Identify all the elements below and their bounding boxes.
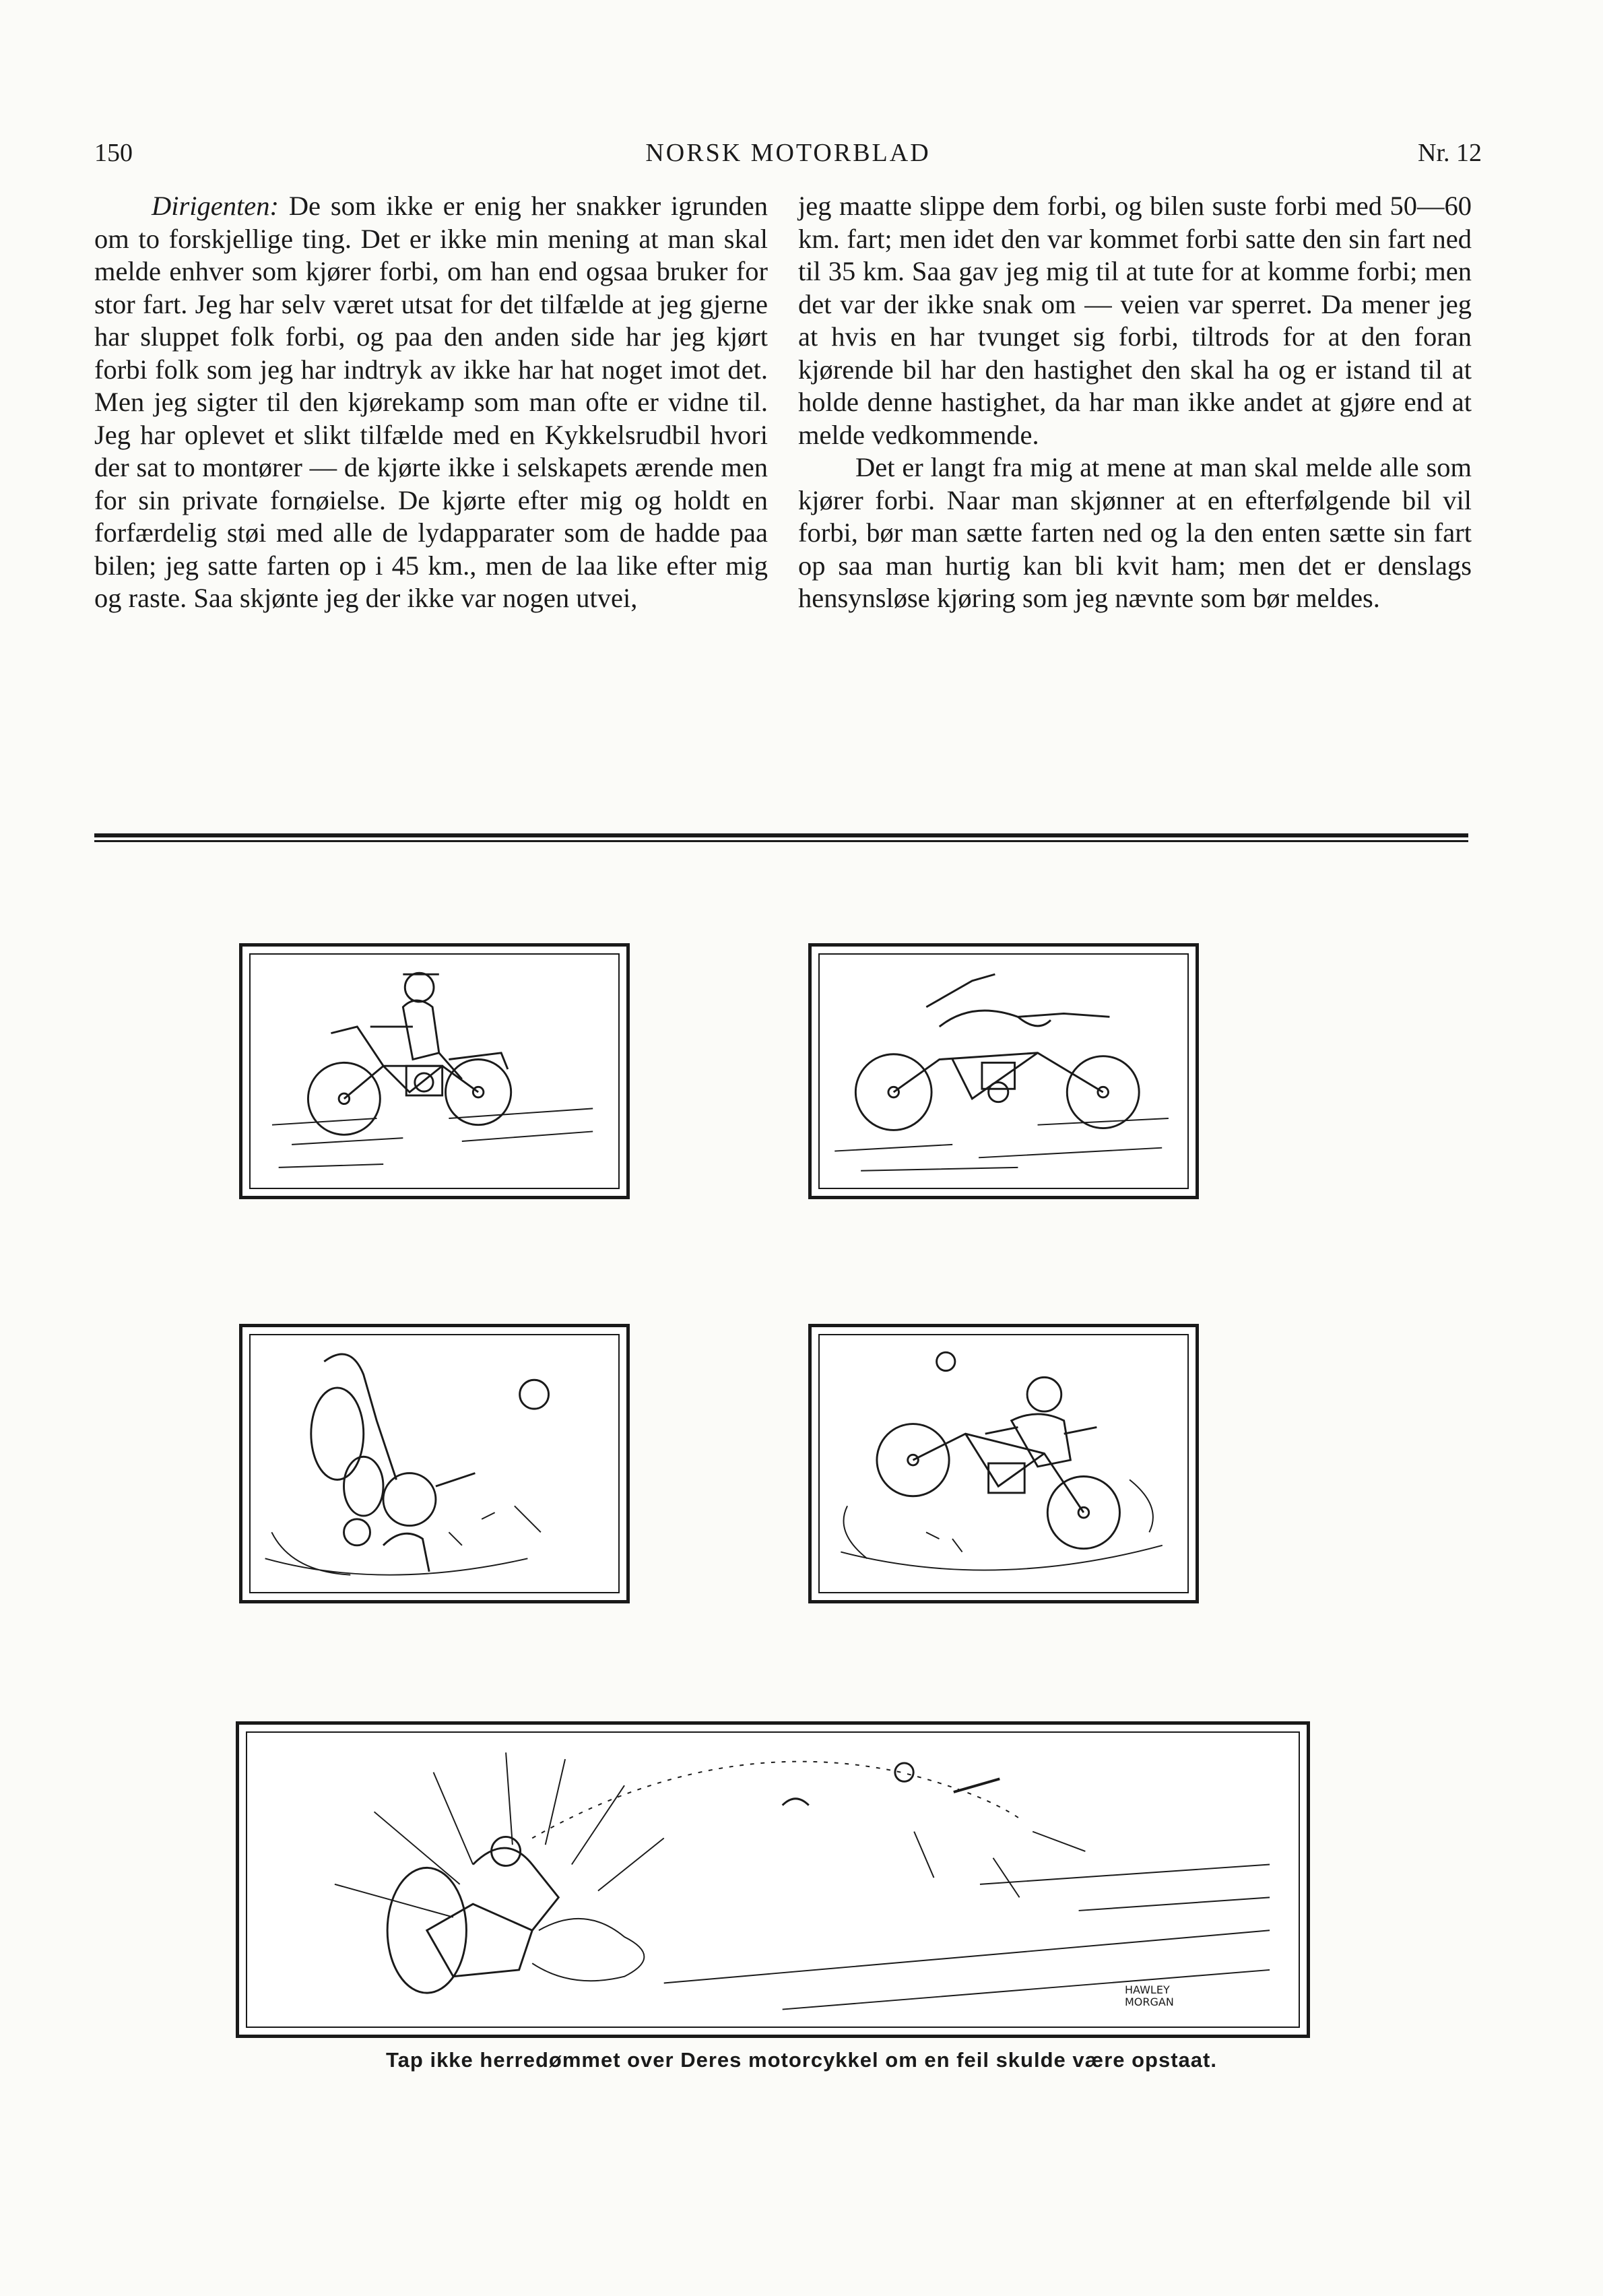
running-header [94,138,1482,179]
artist-signature: HAWLEY MORGAN [1125,1983,1174,2008]
rider-on-motorcycle-drawing [251,955,618,1188]
comic-panel-2 [808,943,1199,1199]
rider-thrown-drawing [820,955,1187,1188]
journal-title: NORSK MOTORBLAD [645,139,931,167]
section-separator [94,833,1468,843]
right-column [798,190,1472,615]
comic-panel-5 [236,1721,1310,2038]
paragraph: Det er langt fra mig at mene at man skal melde alle som kjører forbi. Naar man skjønner at en efterfølgende bil vil forbi, bør man sætte farten ned og la den enten sætte sin fart op saa man hurtig kan bli kvit ham; men det er denslags hensynsløse kjøring som jeg nævnte som bør meldes. [798,452,1472,613]
comic-panel-3 [239,1324,630,1603]
comic-panel-4 [808,1324,1199,1603]
issue-number: Nr. 12 [1418,139,1482,167]
left-column [94,190,768,615]
paragraph-text: De som ikke er enig her snakker igrunden om to forskjellige ting. Det er ikke min mening at man skal melde enhver som kjører forbi, om han end ogsaa bruker for stor fart. Jeg har selv været utsat for det tilfælde at jeg gjerne har sluppet folk forbi, og paa den anden side har jeg kjørt forbi folk som jeg har indtryk av ikke har hat noget imot det. Men jeg sigter til den kjørekamp som man ofte er vidne til. Jeg har oplevet et slikt tilfælde med en Kykkelsrudbil hvori der sat to montører — de kjørte ikke i selskapets ærende men for sin private fornøielse. De kjørte efter mig og holdt en forfærdelig støi med alle de lydapparater som de hadde paa bilen; jeg satte farten op i 45 km., men de laa like efter mig og raste. Saa skjønte jeg der ikke var nogen utvei, [94,191,768,613]
article-body [94,190,1482,749]
comic-panel-1 [239,943,630,1199]
illustration-caption: Tap ikke herredømmet over Deres motorcykkel om en feil skulde være opstaat. [386,2048,1217,2072]
paragraph-continued: jeg maatte slippe dem forbi, og bilen suste forbi med 50—60 km. fart; men idet den var kommet forbi satte den sin fart ned til 35 km. Saa gav jeg mig til at tute for at komme forbi; men det var der ikke snak om — veien var sperret. Da mener jeg at hvis en har tvunget sig forbi, tiltrods for at den foran kjørende bil har den hastighet den skal ha og er istand til at holde denne hastighet, da har man ikke andet at gjøre end at melde vedkommende. [798,191,1472,450]
motorcycle-crash-drawing [247,1733,1299,2027]
rider-falling-drawing [251,1335,618,1592]
rider-sideways-drawing [820,1335,1187,1592]
paragraph [94,190,768,615]
speaker-name: Dirigenten: [152,191,279,221]
page-number: 150 [94,139,133,167]
